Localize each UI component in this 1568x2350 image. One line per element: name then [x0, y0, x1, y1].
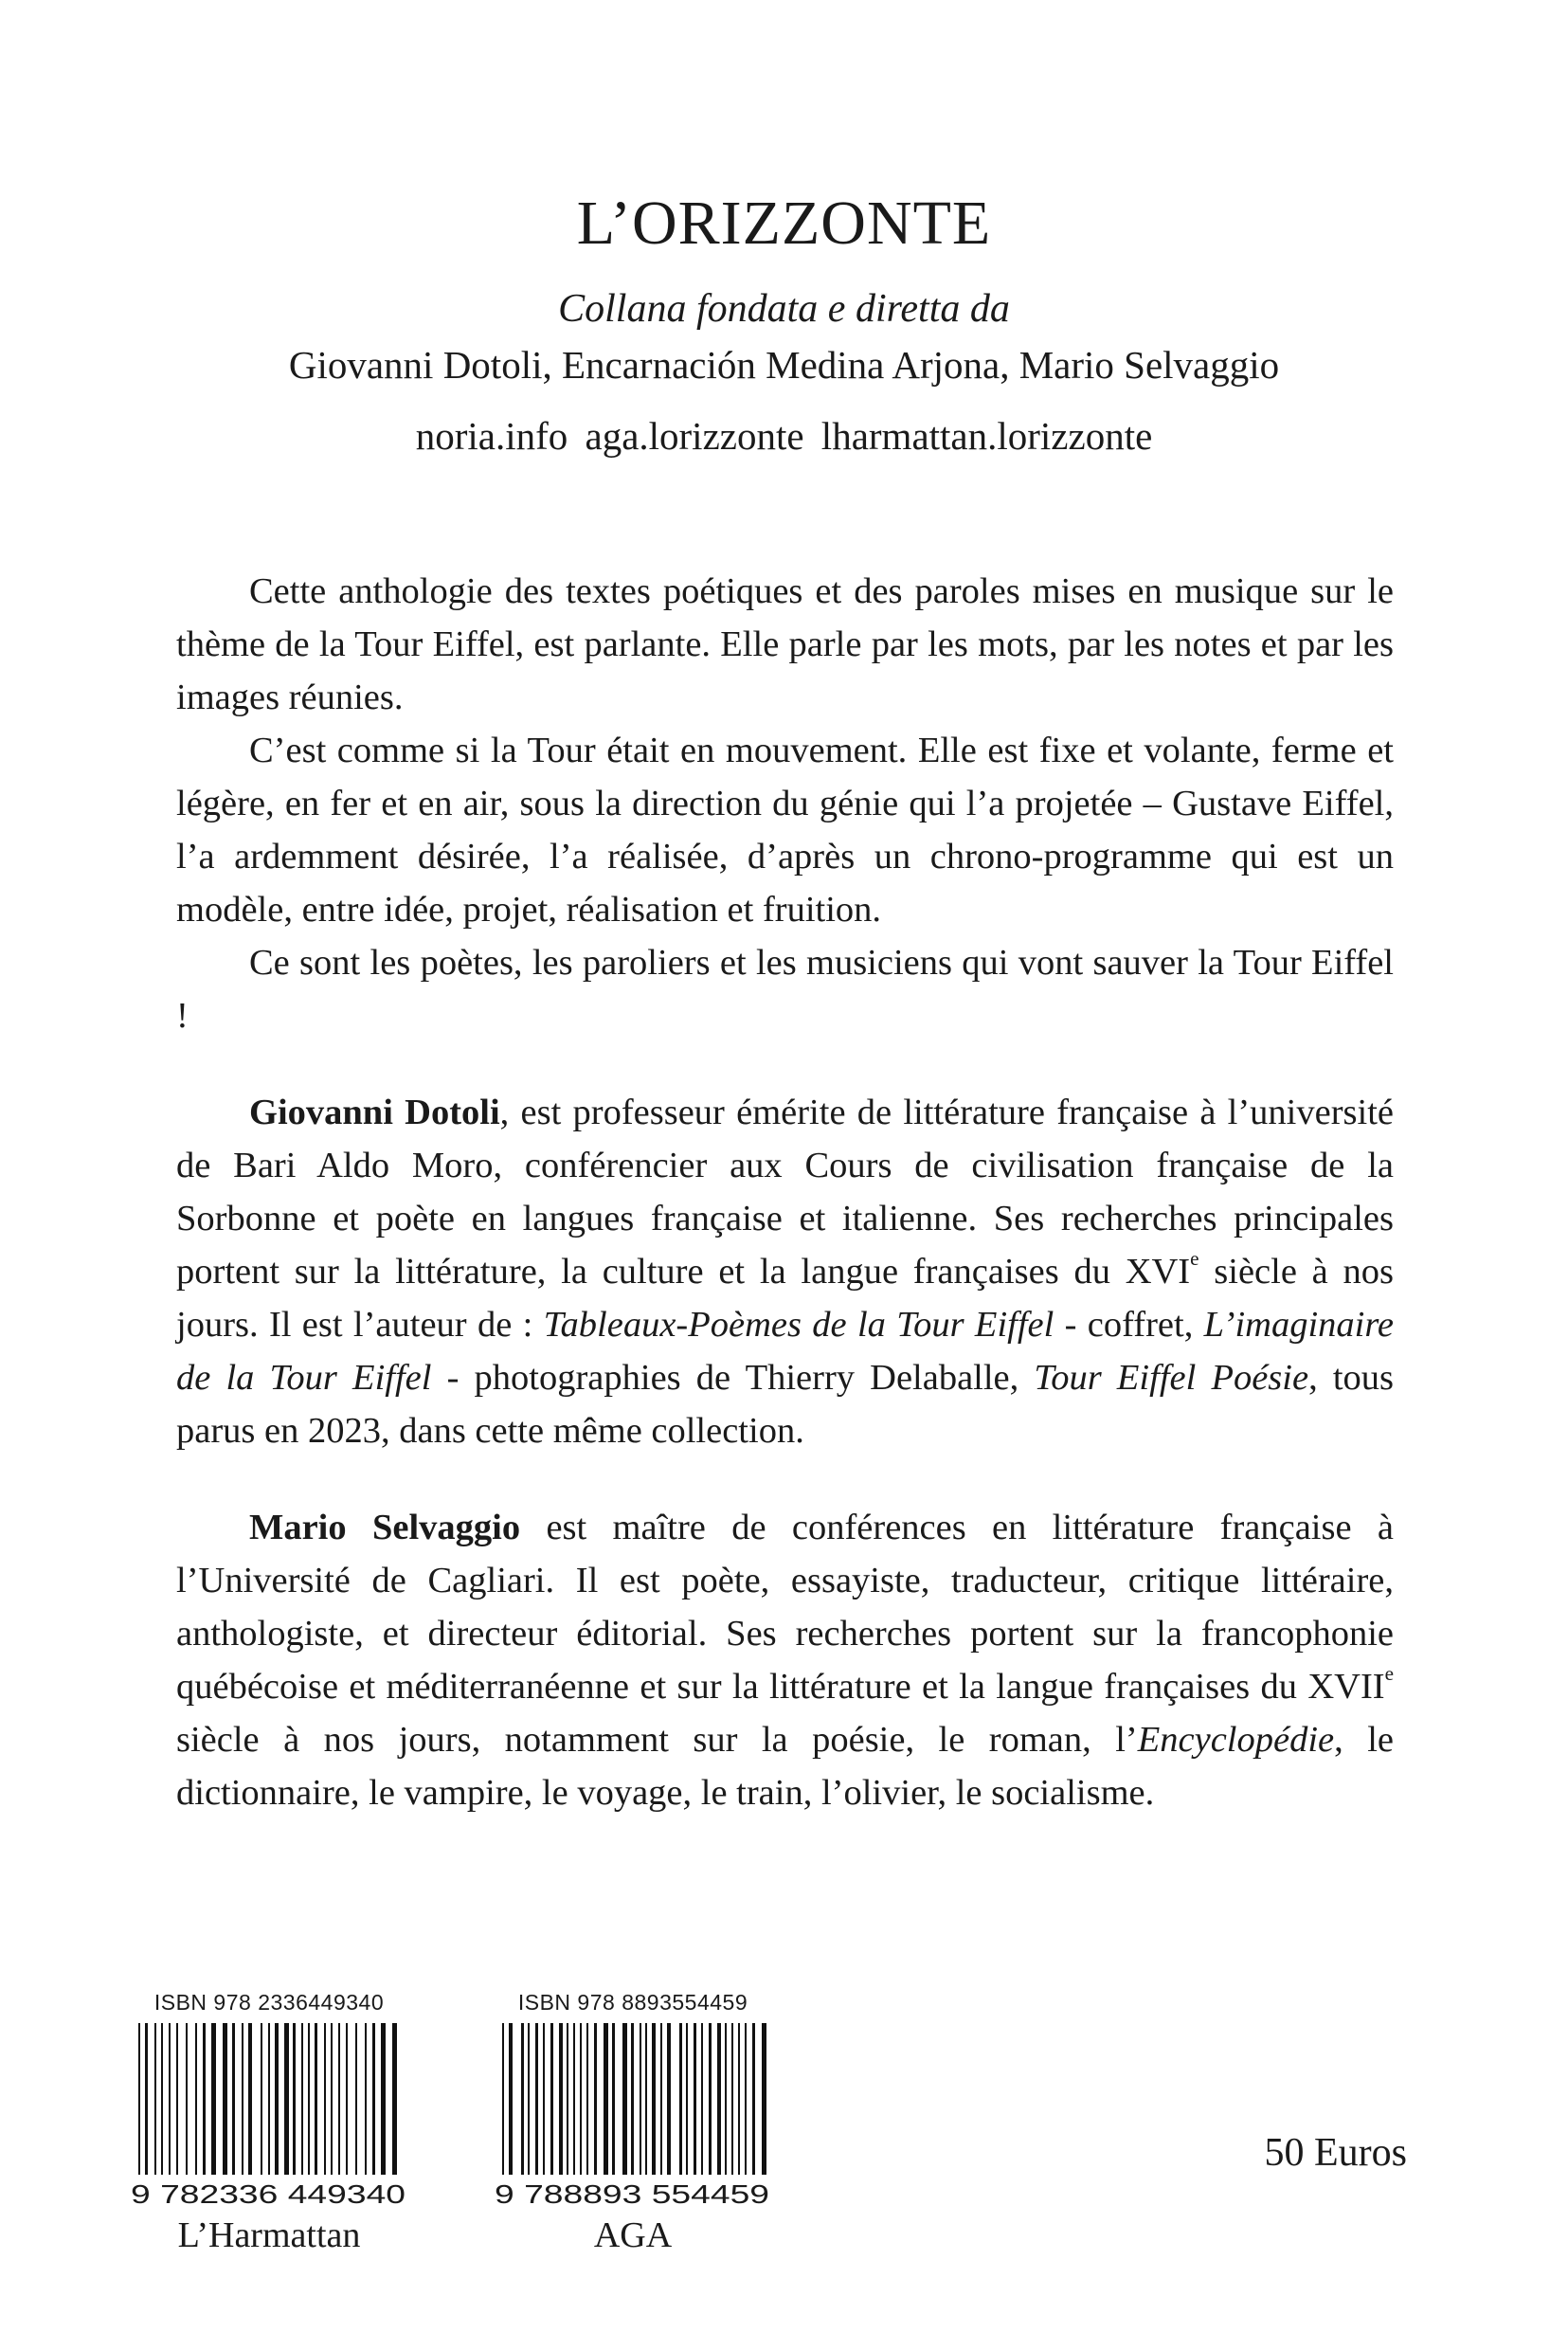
barcode-bar [381, 2023, 386, 2175]
barcode-bar [365, 2023, 367, 2175]
barcode-bar [242, 2023, 243, 2175]
author-bio-selvaggio [176, 1501, 1394, 1819]
barcode-bar [725, 2023, 727, 2175]
price-label: 50 Euros [1264, 2131, 1407, 2175]
barcode-bar [331, 2023, 333, 2175]
barcode-bar [550, 2023, 553, 2175]
publisher-name: AGA [593, 2215, 673, 2255]
barcode-bar [660, 2023, 662, 2175]
barcode-bar [567, 2023, 568, 2175]
barcode-bar [509, 2023, 513, 2175]
bio-paragraph [176, 1086, 1394, 1457]
bio-text: , est professeur émérite de littérature française à l’université de Bari Aldo Moro, conférencier aux Cours de civilisation française de la Sorbonne et poète en langues française et italienne. Ses recherches principales portent sur la littérature, la culture et la langue françaises du XVI [176, 1093, 1395, 1292]
barcode-bar [248, 2023, 252, 2175]
barcode-bar [717, 2023, 721, 2175]
barcode-bar [580, 2023, 582, 2175]
bio-text: - photographies de Thierry Delaballe, [431, 1358, 1035, 1398]
barcode-bar [355, 2023, 357, 2175]
barcode-bar [679, 2023, 682, 2175]
barcode-bar [652, 2023, 656, 2175]
barcode-bar [694, 2023, 696, 2175]
book-description [176, 565, 1394, 1042]
barcode-bar [293, 2023, 296, 2175]
series-title: L’ORIZZONTE [576, 189, 992, 258]
bio-text: , le dictionnaire, le vampire, le voyage, le train, l’olivier, le socialisme. [176, 1720, 1394, 1813]
bio-text: est maître de conférences en littérature française à l’Université de Cagliari. Il est poète, essayiste, traducteur, critique littéraire, anthologiste, et directeur éditorial. Ses recherches portent sur la francophonie québécoise et méditerranéenne et sur la littérature et la langue françaises du XVII [176, 1508, 1394, 1707]
book-title: Tour Eiffel Poésie [1034, 1358, 1309, 1398]
isbn-label: ISBN 978 8893554459 [517, 1990, 748, 2015]
bio-paragraph [176, 1501, 1394, 1819]
barcode-bar [223, 2023, 227, 2175]
barcode-bar [338, 2023, 340, 2175]
barcode-bar [667, 2023, 671, 2175]
barcode-bar [631, 2023, 634, 2194]
barcode-bar [586, 2023, 588, 2175]
barcode-bar [169, 2023, 171, 2175]
barcode-bar [176, 2023, 178, 2175]
barcode-bar [604, 2023, 608, 2175]
publisher-name: L’Harmattan [177, 2215, 361, 2255]
barcode-bar [275, 2023, 279, 2175]
author-bio-dotoli [176, 1086, 1394, 1457]
bio-text: siècle à nos jours, notamment sur la poésie, le roman, l’ [176, 1720, 1138, 1760]
barcode-bar [372, 2023, 375, 2175]
barcode-bar [709, 2023, 712, 2175]
barcode-bar [521, 2023, 524, 2175]
barcode-bar [731, 2023, 733, 2175]
barcode-bar [211, 2023, 216, 2175]
author-name: Mario Selvaggio [249, 1508, 521, 1547]
superscript: e [1190, 1246, 1199, 1270]
barcode-bar [686, 2023, 688, 2175]
barcode-digits: 9 788893 554459 [495, 2179, 769, 2209]
bio-text: siècle à nos jours. Il est l’auteur de : [176, 1252, 1394, 1345]
barcode-bar [640, 2023, 641, 2175]
barcode-bar [738, 2023, 740, 2175]
barcode-bar [284, 2023, 289, 2175]
bio-text: - coffret, [1054, 1305, 1204, 1345]
barcode-bar [559, 2023, 563, 2175]
barcode-bar [594, 2023, 597, 2175]
cover-header [0, 190, 1568, 460]
barcode-bar [543, 2023, 545, 2175]
barcode-bar [535, 2023, 538, 2175]
barcode-bar [195, 2023, 197, 2175]
barcode-bar [745, 2023, 747, 2175]
isbn-label: ISBN 978 2336449340 [153, 1990, 385, 2015]
superscript: e [1384, 1661, 1394, 1685]
barcode-bar [573, 2023, 575, 2175]
bio-text: , tous parus en 2023, dans cette même collection. [176, 1358, 1395, 1451]
barcode-bar [346, 2023, 348, 2175]
barcode-image [493, 2021, 773, 2211]
series-subtitle: Collana fondata e diretta da [558, 286, 1010, 331]
barcode-digits: 9 782336 449340 [131, 2179, 406, 2209]
description-paragraph-1: Cette anthologie des textes poétiques et des paroles mises en musique sur le thème de la Tour Eiffel, est parlante. Elle parle par les mots, par les notes et par les images réunies. [176, 571, 1394, 717]
book-title: L’imaginaire de la Tour Eiffel [176, 1305, 1395, 1398]
book-title: Encyclopédie [1137, 1720, 1335, 1760]
barcode-bar [186, 2023, 188, 2175]
barcode-bar [268, 2023, 270, 2194]
author-name: Giovanni Dotoli [249, 1093, 500, 1132]
barcode-bar [528, 2023, 530, 2175]
series-links: noria.info aga.lorizzonte lharmattan.lorizzonte [415, 414, 1153, 459]
barcode-bar [301, 2023, 303, 2175]
barcode-bar [392, 2023, 397, 2175]
description-paragraph-3: Ce sont les poètes, les paroliers et les musiciens qui vont sauver la Tour Eiffel ! [176, 943, 1394, 1036]
book-title: Tableaux-Poèmes de la Tour Eiffel [543, 1305, 1054, 1345]
barcode-aga [493, 1990, 773, 2256]
barcode-bar [154, 2023, 156, 2175]
description-paragraph-2: C’est comme si la Tour était en mouvement. Elle est fixe et volante, ferme et légère, en fer et en air, sous la direction du génie qui l’a projetée – Gustave Eiffel, l’a ardemment désirée, l’a réalisée, d’après un chrono-programme qui est un modèle, entre idée, projet, réalisation et fruition. [176, 731, 1394, 930]
barcode-bar [138, 2023, 140, 2194]
barcode-bar [645, 2023, 647, 2175]
barcode-bar [502, 2023, 504, 2194]
barcode-bar [203, 2023, 206, 2175]
barcode-bar [762, 2023, 766, 2194]
barcode-bar [145, 2023, 148, 2175]
barcode-bar [612, 2023, 615, 2175]
barcode-bar [161, 2023, 163, 2175]
barcode-bar [622, 2023, 627, 2175]
barcode-bar [752, 2023, 755, 2175]
barcode-bar [324, 2023, 326, 2175]
barcode-bar [701, 2023, 703, 2175]
barcode-bar [315, 2023, 317, 2175]
barcode-bar [308, 2023, 310, 2175]
barcode-bar [232, 2023, 235, 2175]
barcode-bar [261, 2023, 262, 2175]
barcode-harmattan [129, 1990, 409, 2256]
series-directors: Giovanni Dotoli, Encarnación Medina Arjona, Mario Selvaggio [288, 342, 1280, 387]
barcode-image [129, 2021, 409, 2211]
